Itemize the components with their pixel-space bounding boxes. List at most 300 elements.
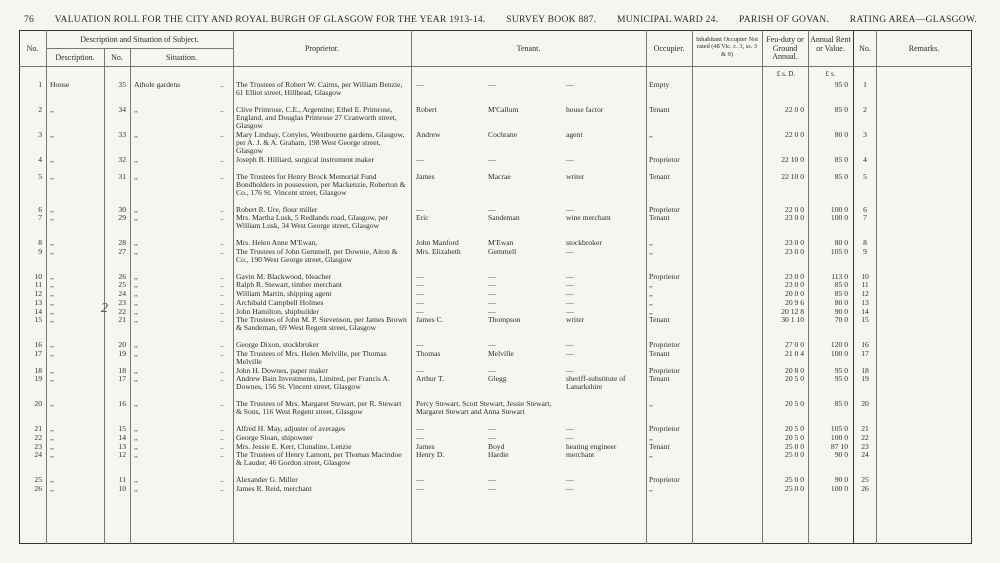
row-tenant-occupation: writer [566, 315, 585, 325]
row-proprietor: The Trustees of John M. P. Stevenson, per James Brown & Sandeman, 69 West Regent street, Glasgow [236, 315, 407, 333]
row-tenant-first: James C. [416, 315, 444, 325]
row-situation-dots: .. [220, 171, 224, 181]
row-situation-dots: .. [220, 483, 224, 493]
row-rent: 80 0 [834, 238, 848, 248]
row-tenant-first: — [416, 204, 424, 214]
row-tenant-occupation: — [566, 475, 574, 485]
row-situation-dots: .. [220, 365, 224, 375]
row-tenant-surname: — [488, 424, 496, 434]
row-description: ,, [50, 297, 54, 307]
row-situation: ,, [134, 306, 138, 316]
row-house-number: 18 [118, 365, 126, 375]
col-description: Description. [55, 53, 95, 62]
row-number: 17 [34, 348, 42, 358]
row-occupier: Tenant [649, 104, 670, 114]
row-situation-dots: .. [220, 238, 224, 248]
row-situation-dots: .. [220, 374, 224, 384]
row-proprietor: John Hamilton, shipbuilder [236, 306, 319, 316]
rule-tenant [646, 30, 647, 544]
row-number-right: 3 [863, 129, 867, 139]
row-tenant-surname: M'Ewan [488, 238, 514, 248]
row-tenant-surname: — [488, 289, 496, 299]
row-occupier: Proprietor [649, 340, 680, 350]
row-tenant-first: — [416, 365, 424, 375]
row-feu-duty: 20 9 6 [785, 297, 804, 307]
row-tenant-surname: Boyd [488, 441, 505, 451]
row-situation-dots: .. [220, 432, 224, 442]
row-number: 23 [34, 441, 42, 451]
row-feu-duty: 25 0 0 [785, 483, 804, 493]
row-situation-dots: .. [220, 204, 224, 214]
row-feu-duty: 22 0 0 [785, 204, 804, 214]
row-rent: 100 0 [830, 483, 848, 493]
row-rent: 80 0 [834, 129, 848, 139]
row-description: ,, [50, 483, 54, 493]
row-tenant-first: — [416, 297, 424, 307]
municipal-ward: MUNICIPAL WARD 24. [616, 14, 719, 25]
roll-title: VALUATION ROLL FOR THE CITY AND ROYAL BURGH OF GLASGOW FOR THE YEAR 1913-14. [54, 14, 486, 25]
row-number-right: 24 [861, 450, 869, 460]
row-situation-dots: .. [220, 154, 224, 164]
row-situation: ,, [134, 475, 138, 485]
row-tenant-surname: Thompson [488, 315, 521, 325]
row-number-right: 13 [861, 297, 869, 307]
row-situation: ,, [134, 450, 138, 460]
row-proprietor: The Trustees for Henry Brock Memorial Fund Bondholders in possession, per Mackenzie, Roberton & Co., 176 St. Vincent street, Glasgow [236, 171, 406, 197]
row-situation: ,, [134, 238, 138, 248]
row-house-number: 27 [118, 246, 126, 256]
row-occupier: Tenant [649, 441, 670, 451]
row-feu-duty: 27 0 0 [785, 340, 804, 350]
row-occupier: Proprietor [649, 271, 680, 281]
row-occupier: Proprietor [649, 365, 680, 375]
row-proprietor: Gavin M. Blackwood, bleacher [236, 271, 332, 281]
page-header [24, 14, 984, 25]
row-feu-duty: 22 10 0 [781, 154, 804, 164]
row-proprietor: Clive Primrose, C.E., Argentine; Ethel E. Primrose, England, and Douglas Primrose 27 Cranworth street, Glasgow [236, 104, 397, 131]
page-number: 76 [24, 14, 35, 25]
row-tenant-surname: — [488, 475, 496, 485]
row-proprietor: George Sloan, shipowner [236, 432, 313, 442]
row-house-number: 29 [118, 213, 126, 223]
rule-num [130, 48, 131, 544]
row-tenant-surname: — [488, 432, 496, 442]
row-number: 2 [38, 104, 42, 114]
row-number: 13 [34, 297, 42, 307]
row-tenant-surname: Hardie [488, 450, 509, 460]
row-description: ,, [50, 306, 54, 316]
row-situation: ,, [134, 348, 138, 358]
row-rent: 87 10 [830, 441, 848, 451]
row-feu-duty: 23 0 0 [785, 271, 804, 281]
row-number-right: 10 [861, 271, 869, 281]
row-tenant-surname: Melville [488, 348, 514, 358]
row-situation-dots: .. [220, 271, 224, 281]
row-situation-dots: .. [220, 450, 224, 460]
row-tenant-first: Arthur T. [416, 374, 444, 384]
row-situation: ,, [134, 365, 138, 375]
col-no2: No. [859, 44, 871, 53]
row-tenant-occupation: — [566, 80, 574, 89]
row-rent: 120 0 [830, 340, 848, 350]
row-number-right: 15 [861, 315, 869, 325]
row-number-right: 8 [863, 238, 867, 248]
row-house-number: 35 [118, 80, 126, 89]
rule-situation [233, 30, 234, 544]
row-feu-duty: 23 0 0 [785, 213, 804, 223]
row-house-number: 12 [118, 450, 126, 460]
row-situation: ,, [134, 289, 138, 299]
row-tenant-surname: — [488, 483, 496, 493]
row-number: 21 [34, 424, 42, 434]
row-number-right: 11 [861, 280, 869, 290]
row-tenant-surname: Macrae [488, 171, 511, 181]
row-description: ,, [50, 104, 54, 114]
row-tenant-first: Thomas [416, 348, 441, 358]
row-number-right: 1 [863, 80, 867, 89]
row-feu-duty: 20 5 0 [785, 432, 804, 442]
row-occupier: ,, [649, 289, 653, 299]
row-tenant-occupation: — [566, 289, 574, 299]
row-house-number: 21 [118, 315, 126, 325]
parish: PARISH OF GOVAN. [739, 14, 830, 25]
row-tenant-occupation: — [566, 204, 574, 214]
row-situation-dots: .. [220, 297, 224, 307]
row-feu-duty: 20 5 0 [785, 374, 804, 384]
row-number-right: 21 [861, 424, 869, 434]
row-description: ,, [50, 238, 54, 248]
row-tenant-first: — [416, 289, 424, 299]
row-description: ,, [50, 171, 54, 181]
row-proprietor: The Trustees of Henry Lamont, per Thomas Macindoe & Lauder, 46 Gordon street, Glasgow [236, 450, 402, 468]
row-situation: ,, [134, 441, 138, 451]
row-number-right: 20 [861, 399, 869, 409]
row-situation: ,, [134, 171, 138, 181]
row-tenant-surname: — [488, 204, 496, 214]
row-tenant-occupation: — [566, 280, 574, 290]
row-number: 1 [38, 80, 42, 89]
row-rent: 105 0 [830, 424, 848, 434]
row-tenant-first: — [416, 424, 424, 434]
row-situation-dots: .. [220, 441, 224, 451]
row-tenant-first: James [416, 441, 435, 451]
row-situation-dots: .. [220, 289, 224, 299]
row-number-right: 12 [861, 289, 869, 299]
row-feu-duty: 20 5 0 [785, 399, 804, 409]
col-rent: Annual Rent or Value. [810, 35, 851, 53]
row-tenant-occupation: — [566, 306, 574, 316]
row-tenant-occupation: — [566, 483, 574, 493]
col-desc-group: Description and Situation of Subject. [80, 35, 199, 44]
row-number: 3 [38, 129, 42, 139]
row-house-number: 26 [118, 271, 126, 281]
row-house-number: 33 [118, 129, 126, 139]
row-tenant-first: Henry D. [416, 450, 445, 460]
row-feu-duty: 20 12 8 [781, 306, 804, 316]
row-rent: 95 0 [834, 80, 848, 89]
row-feu-duty: 22 0 0 [785, 104, 804, 114]
row-situation: ,, [134, 483, 138, 493]
row-house-number: 25 [118, 280, 126, 290]
row-number: 11 [34, 280, 42, 290]
rule-proprietor [411, 30, 412, 544]
row-description: ,, [50, 424, 54, 434]
row-house-number: 32 [118, 154, 126, 164]
col-inhabitant: Inhabitant Occupier Not rated (48 Vic. c. 3, ss. 3 & 9) [695, 36, 759, 58]
row-number-right: 7 [863, 213, 867, 223]
rule-desc-group [46, 48, 233, 49]
row-occupier: ,, [649, 280, 653, 290]
row-occupier: ,, [649, 246, 653, 256]
row-tenant-occupation: — [566, 154, 574, 164]
row-house-number: 16 [118, 399, 126, 409]
row-number: 7 [38, 213, 42, 223]
row-number: 19 [34, 374, 42, 384]
margin-annotation: 2 [101, 301, 108, 316]
row-feu-duty: 20 0 0 [785, 289, 804, 299]
row-number: 18 [34, 365, 42, 375]
row-description: ,, [50, 374, 54, 384]
row-tenant-first: — [416, 306, 424, 316]
row-number-right: 9 [863, 246, 867, 256]
row-rent: 90 0 [834, 475, 848, 485]
row-rent: 85 0 [834, 171, 848, 181]
row-proprietor: Alfred H. May, adjuster of averages [236, 424, 345, 434]
row-situation: ,, [134, 340, 138, 350]
row-feu-duty: 30 1 10 [781, 315, 804, 325]
rule-no2 [876, 30, 877, 544]
row-number: 4 [38, 154, 42, 164]
row-proprietor: Ralph R. Stewart, timber merchant [236, 280, 342, 290]
row-occupier: Tenant [649, 348, 670, 358]
row-tenant-occupation: — [566, 297, 574, 307]
row-proprietor: Andrew Bain Investments, Limited, per Francis A. Downes, 156 St. Vincent street, Glasgow [236, 374, 390, 392]
row-number-right: 16 [861, 340, 869, 350]
row-tenant-occupation: — [566, 246, 574, 256]
row-proprietor: Robert R. Ure, flour miller [236, 204, 318, 214]
row-house-number: 28 [118, 238, 126, 248]
row-number-right: 19 [861, 374, 869, 384]
row-number-right: 18 [861, 365, 869, 375]
rule-no [46, 30, 47, 544]
row-occupier: ,, [649, 432, 653, 442]
row-situation: ,, [134, 280, 138, 290]
row-situation: ,, [134, 374, 138, 384]
row-tenant-occupation: writer [566, 171, 585, 181]
row-tenant-occupation: — [566, 365, 574, 375]
row-proprietor: Mrs. Martha Lusk, 5 Redlands road, Glasgow, per William Lusk, 34 West George street, Glasgow [236, 213, 388, 231]
row-rent: 90 0 [834, 306, 848, 316]
row-situation-dots: .. [220, 424, 224, 434]
row-tenant-occupation: merchant [566, 450, 595, 460]
row-number: 25 [34, 475, 42, 485]
row-proprietor: Mrs. Helen Anne M'Ewan, [236, 238, 318, 248]
row-description: ,, [50, 365, 54, 375]
row-situation: ,, [134, 154, 138, 164]
row-occupier: ,, [649, 297, 653, 307]
row-tenant-surname: Glegg [488, 374, 507, 384]
row-number-right: 22 [861, 432, 869, 442]
row-tenant-first: Eric [416, 213, 429, 223]
row-number: 14 [34, 306, 42, 316]
row-tenant-occupation: stockbroker [566, 238, 602, 248]
row-tenant-occupation: — [566, 432, 574, 442]
row-description: ,, [50, 475, 54, 485]
row-tenant-surname: — [488, 271, 496, 281]
row-house-number: 30 [118, 204, 126, 214]
row-occupier: ,, [649, 399, 653, 409]
row-number: 16 [34, 340, 42, 350]
row-tenant-first: — [416, 154, 424, 164]
row-occupier: ,, [649, 238, 653, 248]
row-description: ,, [50, 129, 54, 139]
row-rent: 70 0 [834, 315, 848, 325]
row-situation: ,, [134, 315, 138, 325]
row-tenant-surname: — [488, 154, 496, 164]
row-rent: 95 0 [834, 365, 848, 375]
row-situation-dots: .. [220, 306, 224, 316]
row-house-number: 31 [118, 171, 126, 181]
row-occupier: Proprietor [649, 475, 680, 485]
row-tenant-surname: — [488, 80, 496, 89]
row-number-right: 2 [863, 104, 867, 114]
row-tenant-first: Mrs. Elizabeth [416, 246, 461, 256]
row-number-right: 23 [861, 441, 869, 451]
row-occupier: Tenant [649, 374, 670, 384]
col-rent-units: £ s. [825, 70, 836, 78]
row-house-number: 19 [118, 348, 126, 358]
row-situation: ,, [134, 297, 138, 307]
row-situation: Athole gardens [134, 80, 181, 89]
row-tenant-occupation: heating engineer [566, 441, 617, 451]
row-tenant-occupation: — [566, 424, 574, 434]
row-tenant-first: — [416, 271, 424, 281]
row-tenant-surname: Cochrane [488, 129, 518, 139]
row-situation-dots: .. [220, 348, 224, 358]
row-description: House [50, 80, 70, 89]
row-rent: 100 0 [830, 204, 848, 214]
row-description: ,, [50, 204, 54, 214]
row-description: ,, [50, 399, 54, 409]
row-tenant-first: James [416, 171, 435, 181]
row-tenant-occupation: sheriff-substitute of Lanarkshire [566, 374, 626, 392]
row-proprietor: James R. Reid, merchant [236, 483, 312, 493]
row-occupier: ,, [649, 483, 653, 493]
row-occupier: ,, [649, 450, 653, 460]
row-feu-duty: 20 8 0 [785, 365, 804, 375]
rule-header-bottom [19, 66, 972, 67]
row-description: ,, [50, 246, 54, 256]
row-tenant-first: — [416, 340, 424, 350]
col-remarks: Remarks. [908, 44, 940, 53]
row-house-number: 23 [118, 297, 126, 307]
row-rent: 100 0 [830, 348, 848, 358]
row-number-right: 6 [863, 204, 867, 214]
row-feu-duty: 23 0 0 [785, 238, 804, 248]
row-tenant-occupation: — [566, 271, 574, 281]
row-number-right: 14 [861, 306, 869, 316]
row-proprietor: Alexander G. Miller [236, 475, 298, 485]
row-number-right: 4 [863, 154, 867, 164]
col-num: No. [111, 53, 123, 62]
rule-inhabitant [762, 30, 763, 544]
row-house-number: 24 [118, 289, 126, 299]
row-proprietor: Mrs. Jessie E. Kerr, Clunaline, Lenzie [236, 441, 352, 451]
row-proprietor: George Dixon, stockbroker [236, 340, 319, 350]
row-proprietor: John H. Downes, paper maker [236, 365, 328, 375]
row-rent: 100 0 [830, 432, 848, 442]
row-situation-dots: .. [220, 315, 224, 325]
row-tenant-first: Robert [416, 104, 437, 114]
row-situation: ,, [134, 204, 138, 214]
row-description: ,, [50, 280, 54, 290]
row-proprietor: The Trustees of Mrs. Helen Melville, per Thomas Melville [236, 348, 387, 366]
row-tenant-first: Percy Stewart, Scott Stewart, Jessie Stewart, Margaret Stewart and Anna Stewart [416, 399, 552, 417]
row-rent: 90 0 [834, 450, 848, 460]
rating-area: RATING AREA—GLASGOW. [849, 14, 978, 25]
row-rent: 85 0 [834, 289, 848, 299]
row-occupier: Proprietor [649, 154, 680, 164]
row-description: ,, [50, 154, 54, 164]
row-feu-duty: 23 0 0 [785, 280, 804, 290]
row-number: 6 [38, 204, 42, 214]
row-description: ,, [50, 450, 54, 460]
row-situation-dots: .. [220, 129, 224, 139]
row-tenant-occupation: wine merchant [566, 213, 611, 223]
row-feu-duty: 22 10 0 [781, 171, 804, 181]
row-description: ,, [50, 348, 54, 358]
row-house-number: 17 [118, 374, 126, 384]
row-situation-dots: .. [220, 340, 224, 350]
row-description: ,, [50, 213, 54, 223]
row-situation: ,, [134, 246, 138, 256]
row-description: ,, [50, 315, 54, 325]
row-number: 9 [38, 246, 42, 256]
row-tenant-first: Andrew [416, 129, 441, 139]
row-number-right: 26 [861, 483, 869, 493]
row-rent: 85 0 [834, 399, 848, 409]
row-occupier: Tenant [649, 315, 670, 325]
row-tenant-first: — [416, 80, 424, 89]
row-number-right: 17 [861, 348, 869, 358]
row-feu-duty: 23 0 0 [785, 246, 804, 256]
row-tenant-first: — [416, 483, 424, 493]
row-number: 20 [34, 399, 42, 409]
row-house-number: 14 [118, 432, 126, 442]
row-tenant-surname: M'Callum [488, 104, 519, 114]
row-proprietor: Archibald Campbell Holmes [236, 297, 324, 307]
row-proprietor: Mary Lindsay, Conyles, Westbourne gardens, Glasgow, per A. J. & A. Graham, 198 West George street, Glasgow [236, 129, 405, 155]
row-situation-dots: .. [220, 213, 224, 223]
row-description: ,, [50, 432, 54, 442]
col-situation: Situation. [166, 53, 197, 62]
row-occupier: Proprietor [649, 204, 680, 214]
row-rent: 95 0 [834, 374, 848, 384]
row-proprietor: The Trustees of Mrs. Margaret Stewart, per R. Stewart & Sons, 116 West Regent street, Glasgow [236, 399, 402, 417]
row-rent: 85 0 [834, 280, 848, 290]
row-occupier: ,, [649, 306, 653, 316]
row-proprietor: The Trustees of John Gemmell, per Downie, Aiton & Co., 190 West George street, Glasgow [236, 246, 398, 264]
row-feu-duty: 25 0 0 [785, 475, 804, 485]
row-situation: ,, [134, 399, 138, 409]
col-feu: Feu-duty or Ground Annual. [766, 35, 804, 62]
row-tenant-first: John Manford [416, 238, 459, 248]
col-feu-units: £ s. D. [776, 70, 796, 78]
row-situation-dots: .. [220, 246, 224, 256]
row-feu-duty: 21 0 4 [785, 348, 804, 358]
row-house-number: 10 [118, 483, 126, 493]
row-tenant-occupation: — [566, 348, 574, 358]
